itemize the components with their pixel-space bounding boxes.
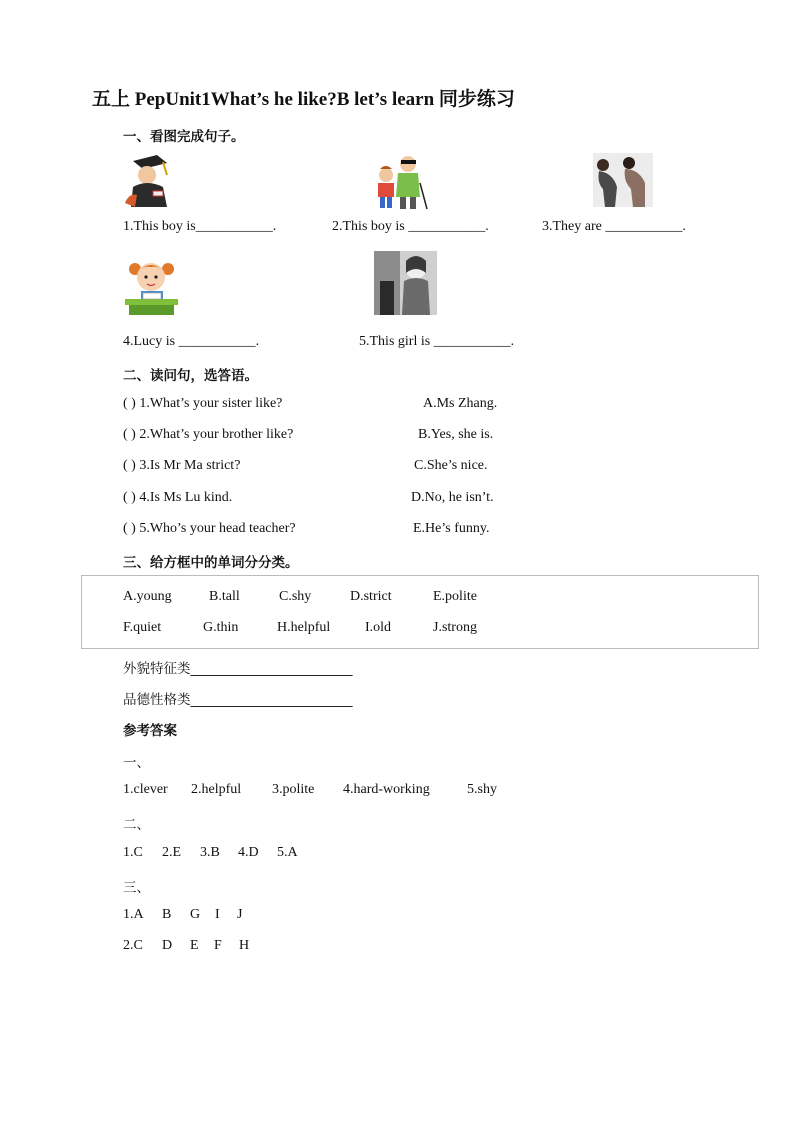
- answer-key-s3-r2-2: D: [162, 938, 173, 953]
- word-f: F.quiet: [123, 620, 162, 635]
- sentence-3: 3.They are ___________.: [542, 219, 686, 234]
- answer-key-s2-3: 3.B: [200, 845, 220, 860]
- word-e: E.polite: [433, 589, 477, 604]
- sentence-2: 2.This boy is ___________.: [332, 219, 489, 234]
- answer-key-s1-label: 一、: [123, 755, 150, 771]
- question-3: ( ) 3.Is Mr Ma strict?: [123, 458, 241, 473]
- answer-key-s3-label: 三、: [123, 880, 150, 896]
- word-a: A.young: [123, 589, 172, 604]
- question-2: ( ) 2.What’s your brother like?: [123, 427, 294, 442]
- sentence-5: 5.This girl is ___________.: [359, 334, 515, 349]
- word-g: G.thin: [203, 620, 239, 635]
- question-1: ( ) 1.What’s your sister like?: [123, 396, 283, 411]
- answer-key-s1-1: 1.clever: [123, 782, 168, 797]
- answer-key-s1-4: 4.hard-working: [343, 782, 430, 797]
- answer-key-heading: 参考答案: [123, 723, 177, 739]
- answer-key-s3-r1-2: B: [162, 907, 172, 922]
- section2-heading: 二、读问句，选答语。: [123, 368, 258, 384]
- word-b: B.tall: [209, 589, 240, 604]
- boy-helping-blind-man-image: [372, 153, 429, 210]
- answer-key-s1-2: 2.helpful: [191, 782, 242, 797]
- answer-option-d: D.No, he isn’t.: [411, 490, 494, 505]
- question-5: ( ) 5.Who’s your head teacher?: [123, 521, 296, 536]
- word-c: C.shy: [279, 589, 312, 604]
- answer-option-c: C.She’s nice.: [414, 458, 488, 473]
- answer-option-a: A.Ms Zhang.: [423, 396, 498, 411]
- answer-option-e: E.He’s funny.: [413, 521, 490, 536]
- answer-option-b: B.Yes, she is.: [418, 427, 494, 442]
- section3-heading: 三、给方框中的单词分分类。: [123, 555, 299, 571]
- word-j: J.strong: [433, 620, 477, 635]
- answer-key-s3-r2-4: F: [214, 938, 222, 953]
- answer-key-s3-r1-3: G: [190, 907, 201, 922]
- girl-studying-image: [123, 255, 180, 315]
- answer-key-s3-r1-4: I: [215, 907, 220, 922]
- answer-key-s1-3: 3.polite: [272, 782, 315, 797]
- word-d: D.strict: [350, 589, 392, 604]
- word-box: [81, 575, 759, 649]
- answer-key-s2-label: 二、: [123, 817, 150, 833]
- section1-heading: 一、看图完成句子。: [123, 129, 245, 145]
- people-bowing-image: [593, 153, 653, 207]
- answer-key-s2-2: 2.E: [162, 845, 182, 860]
- graduate-boy-image: [123, 153, 174, 207]
- sentence-1: 1.This boy is___________.: [123, 219, 277, 234]
- answer-key-s2-5: 5.A: [277, 845, 298, 860]
- answer-key-s3-r1-5: J: [237, 907, 243, 922]
- word-i: I.old: [365, 620, 392, 635]
- category-appearance: 外貌特征类________________________: [123, 661, 353, 677]
- answer-key-s3-r1-1: 1.A: [123, 907, 144, 922]
- word-h: H.helpful: [277, 620, 331, 635]
- sentence-4: 4.Lucy is ___________.: [123, 334, 260, 349]
- category-character: 品德性格类________________________: [123, 692, 353, 708]
- answer-key-s3-r2-5: H: [239, 938, 250, 953]
- answer-key-s1-5: 5.shy: [467, 782, 497, 797]
- answer-key-s3-r2-3: E: [190, 938, 199, 953]
- answer-key-s3-r2-1: 2.C: [123, 938, 143, 953]
- page-title: 五上 PepUnit1What’s he like?B let’s learn 同步练习: [92, 89, 515, 110]
- answer-key-s2-4: 4.D: [238, 845, 259, 860]
- shy-girl-image: [374, 251, 437, 315]
- question-4: ( ) 4.Is Ms Lu kind.: [123, 490, 233, 505]
- answer-key-s2-1: 1.C: [123, 845, 143, 860]
